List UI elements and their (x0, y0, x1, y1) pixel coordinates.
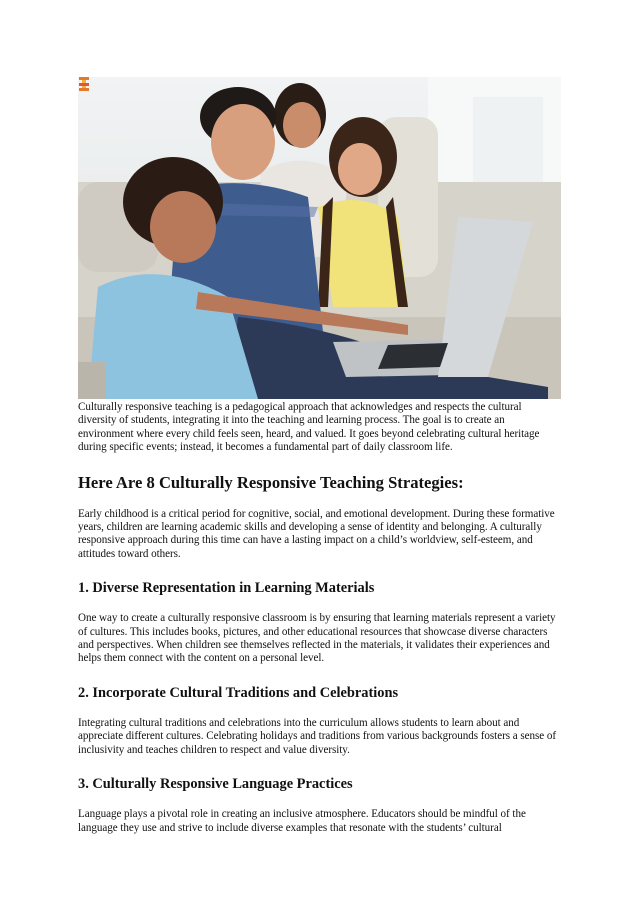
document-page (78, 77, 561, 835)
section-body-1: One way to create a culturally responsive classroom is by ensuring that learning materials represent a variety of cultures. This includes books, pictures, and other educational resources that showcase diverse characters and perspectives. When children see themselves reflected in the materials, it validates their experiences and helps them connect with the content on a personal level. (78, 612, 556, 665)
hero-illustration (78, 77, 561, 399)
section-heading-1: 1. Diverse Representation in Learning Materials (78, 580, 375, 597)
intro-paragraph: Culturally responsive teaching is a pedagogical approach that acknowledges and respects the cultural diversity of students, integrating it into the teaching and learning process. The goal is to create an environment where every child feels seen, heard, and valued. It goes beyond celebrating cultural heritage during specific events; instead, it becomes a fundamental part of daily classroom life. (78, 401, 540, 454)
main-heading: Here Are 8 Culturally Responsive Teaching Strategies: (78, 472, 464, 492)
brand-logo-icon (78, 77, 90, 91)
family-using-laptop-photo (78, 77, 561, 399)
section-body-2: Integrating cultural traditions and celebrations into the curriculum allows students to learn about and appreciate different cultures. Celebrating holidays and traditions from various backgrounds fosters a sense of inclusivity and teaches children to respect and value diversity. (78, 716, 556, 756)
section-heading-2: 2. Incorporate Cultural Traditions and Celebrations (78, 684, 399, 701)
section-body-3: Language plays a pivotal role in creating an inclusive atmosphere. Educators should be mindful of the language they use and strive to include diverse examples that resonate with the students’ cultural (78, 808, 526, 834)
lead-paragraph: Early childhood is a critical period for cognitive, social, and emotional development. During these formative years, children are learning academic skills and developing a sense of identity and belonging. A culturally responsive approach during this time can have a lasting impact on a child’s worldview, self-esteem, and attitudes toward others. (78, 507, 555, 560)
section-heading-3: 3. Culturally Responsive Language Practices (78, 776, 353, 793)
